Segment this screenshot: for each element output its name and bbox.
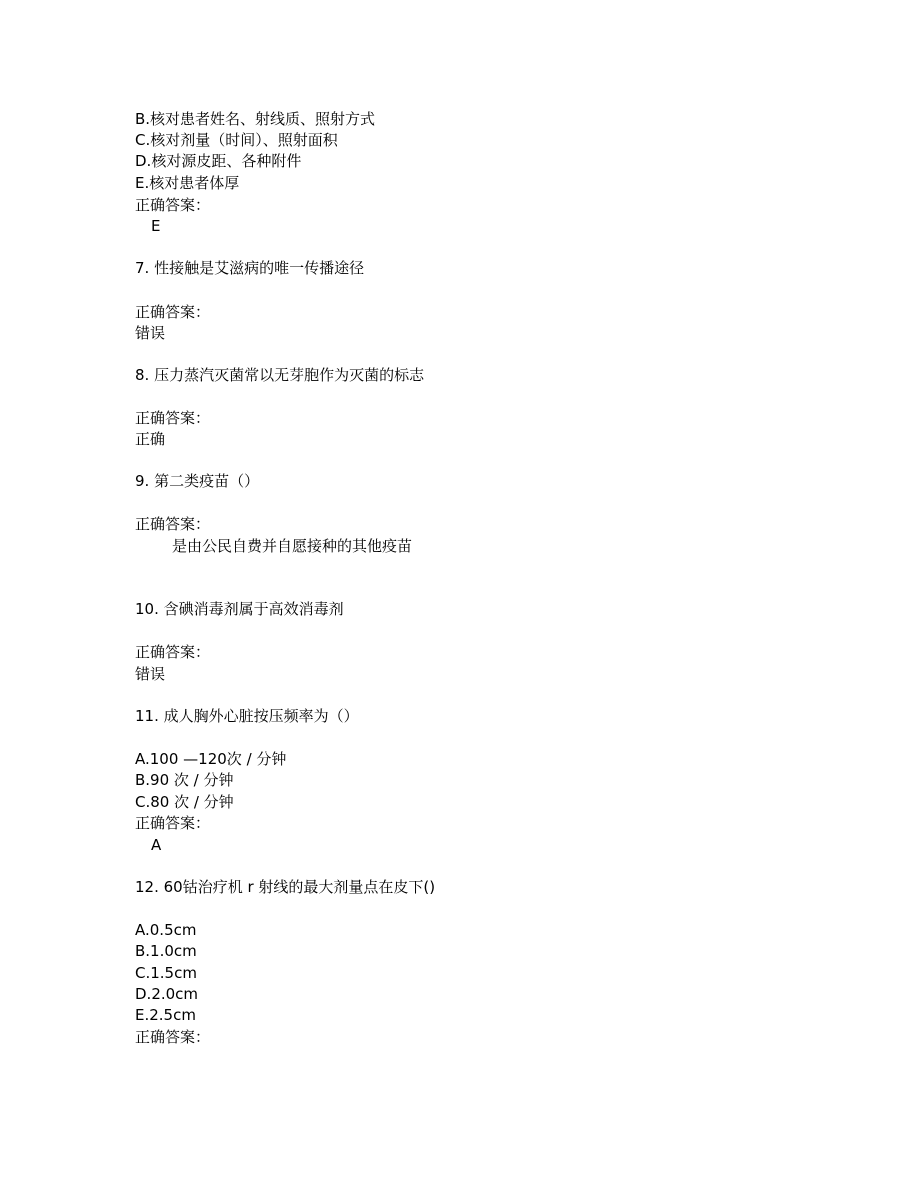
answer-value: 正确 — [135, 430, 166, 448]
question-12: 12. 60钴治疗机 r 射线的最大剂量点在皮下() — [135, 878, 436, 896]
option-a: A.100 —120次 / 分钟 — [135, 750, 287, 768]
option-a: A.0.5cm — [135, 921, 197, 939]
answer-label: 正确答案： — [135, 1028, 211, 1046]
option-d: D.核对源皮距、各种附件 — [135, 152, 302, 170]
answer-value: 错误 — [135, 324, 166, 342]
option-e: E.2.5cm — [135, 1006, 196, 1024]
answer-value: 是由公民自费并自愿接种的其他疫苗 — [172, 537, 413, 555]
answer-label: 正确答案： — [135, 814, 211, 832]
answer-label: 正确答案： — [135, 643, 211, 661]
answer-value: 错误 — [135, 665, 166, 683]
answer-label: 正确答案： — [135, 303, 211, 321]
option-b: B.90 次 / 分钟 — [135, 771, 234, 789]
question-10: 10. 含碘消毒剂属于高效消毒剂 — [135, 600, 344, 618]
option-c: C.核对剂量（时间）、照射面积 — [135, 131, 338, 149]
option-b: B.核对患者姓名、射线质、照射方式 — [135, 110, 376, 128]
answer-value: A — [151, 836, 162, 854]
answer-value: E — [151, 217, 161, 235]
question-11: 11. 成人胸外心脏按压频率为（） — [135, 707, 359, 725]
answer-label: 正确答案： — [135, 515, 211, 533]
answer-label: 正确答案： — [135, 196, 211, 214]
answer-label: 正确答案： — [135, 409, 211, 427]
option-b: B.1.0cm — [135, 942, 197, 960]
option-e: E.核对患者体厚 — [135, 174, 240, 192]
option-c: C.1.5cm — [135, 964, 197, 982]
option-d: D.2.0cm — [135, 985, 199, 1003]
question-7: 7. 性接触是艾滋病的唯一传播途径 — [135, 259, 365, 277]
question-9: 9. 第二类疫苗（） — [135, 472, 260, 490]
option-c: C.80 次 / 分钟 — [135, 793, 234, 811]
question-8: 8. 压力蒸汽灭菌常以无芽胞作为灭菌的标志 — [135, 366, 425, 384]
